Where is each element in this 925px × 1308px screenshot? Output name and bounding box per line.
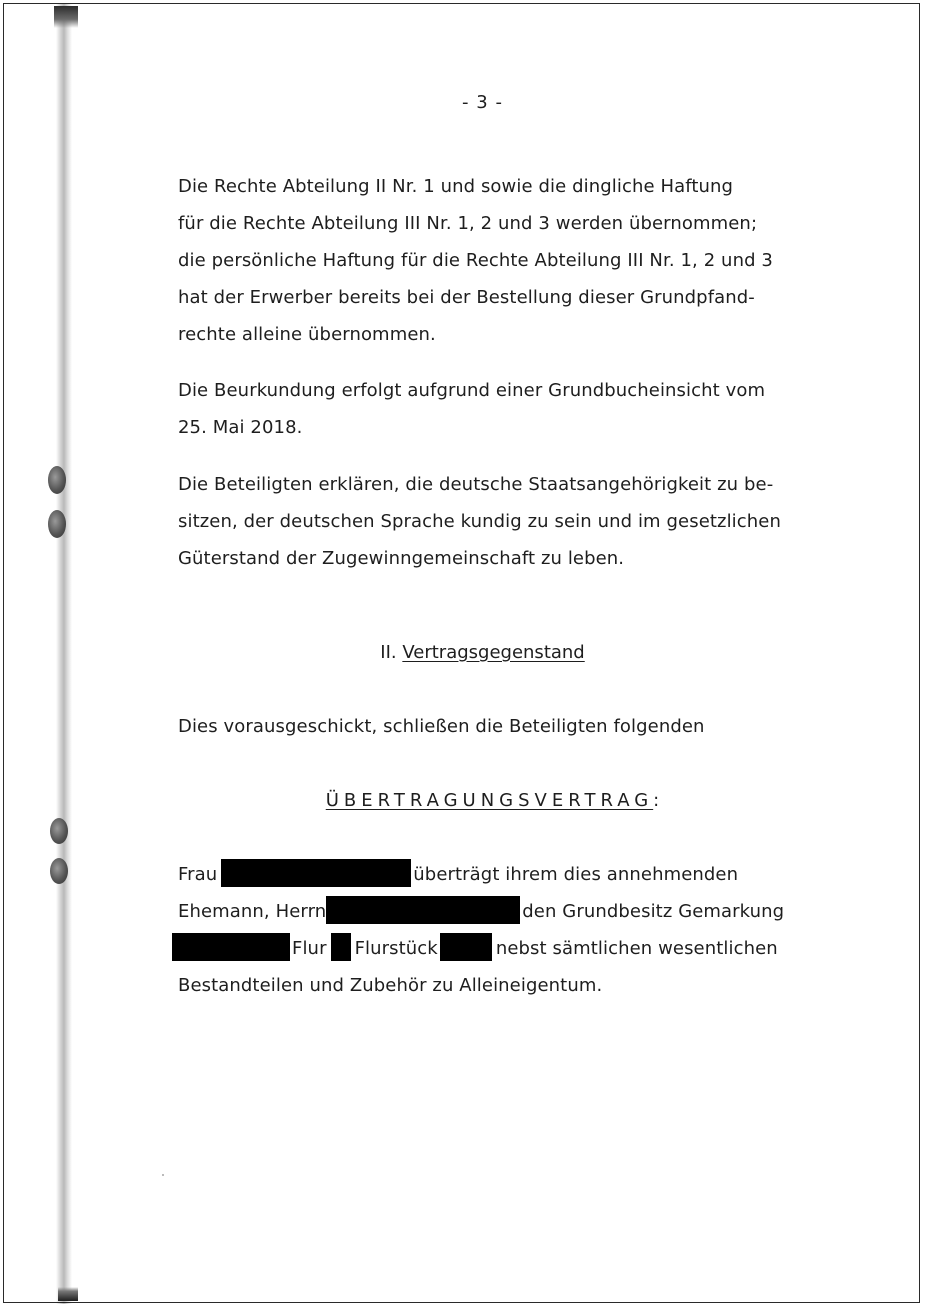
text-line: Die Beteiligten erklären, die deutsche Staatsangehörigkeit zu be- bbox=[178, 474, 774, 495]
text-line: rechte alleine übernommen. bbox=[178, 324, 436, 345]
punch-hole bbox=[48, 510, 66, 538]
paragraph-rights-assumption bbox=[178, 168, 778, 353]
section-number: II. bbox=[380, 642, 397, 663]
text-line: Bestandteilen und Zubehör zu Alleineigentum. bbox=[178, 975, 603, 996]
punch-hole bbox=[50, 858, 68, 884]
redaction-bar bbox=[440, 933, 492, 961]
paragraph-citizenship-declaration bbox=[178, 466, 781, 577]
paragraph-land-register-inspection bbox=[178, 372, 778, 446]
contract-title-colon: : bbox=[653, 790, 665, 811]
text-line: Güterstand der Zugewinngemeinschaft zu leben. bbox=[178, 548, 625, 569]
text-line bbox=[178, 930, 778, 967]
text-line: Die Rechte Abteilung II Nr. 1 und sowie die dingliche Haftung bbox=[178, 176, 734, 197]
scan-corner-top bbox=[54, 6, 78, 28]
paragraph-preamble: Dies vorausgeschickt, schließen die Beteiligten folgenden bbox=[178, 716, 705, 737]
text-fragment: nebst sämtlichen wesentlichen bbox=[495, 938, 778, 959]
section-title: Vertragsgegenstand bbox=[402, 642, 585, 663]
text-line: die persönliche Haftung für die Rechte Abteilung III Nr. 1, 2 und 3 bbox=[178, 250, 773, 271]
text-fragment: Flurstück bbox=[354, 938, 438, 959]
text-line: 25. Mai 2018. bbox=[178, 417, 303, 438]
scan-speck bbox=[162, 1174, 164, 1176]
text-fragment: Frau bbox=[178, 864, 218, 885]
paragraph-transfer bbox=[178, 856, 785, 1004]
text-fragment: überträgt ihrem dies annehmenden bbox=[413, 864, 739, 885]
punch-hole bbox=[50, 818, 68, 844]
punch-hole bbox=[48, 466, 66, 494]
redaction-bar bbox=[326, 896, 520, 924]
text-fragment: Ehemann, Herrn bbox=[178, 901, 327, 922]
text-fragment: den Grundbesitz Gemarkung bbox=[522, 901, 785, 922]
redaction-bar bbox=[172, 933, 290, 961]
redaction-bar bbox=[331, 933, 351, 961]
text-fragment: Flur bbox=[292, 938, 327, 959]
redaction-bar bbox=[221, 859, 411, 887]
text-line bbox=[178, 893, 785, 930]
text-line: hat der Erwerber bereits bei der Bestellung dieser Grundpfand- bbox=[178, 287, 755, 308]
text-line: sitzen, der deutschen Sprache kundig zu sein und im gesetzlichen bbox=[178, 511, 781, 532]
contract-title-text: ÜBERTRAGUNGSVERTRAG bbox=[325, 790, 654, 811]
text-line: für die Rechte Abteilung III Nr. 1, 2 und 3 werden übernommen; bbox=[178, 213, 758, 234]
text-line: Die Beurkundung erfolgt aufgrund einer Grundbucheinsicht vom bbox=[178, 380, 766, 401]
section-heading bbox=[0, 634, 925, 671]
page-number: - 3 - bbox=[462, 92, 503, 113]
scan-corner-bottom bbox=[58, 1287, 78, 1301]
text-line bbox=[178, 856, 778, 893]
contract-title bbox=[0, 782, 925, 819]
